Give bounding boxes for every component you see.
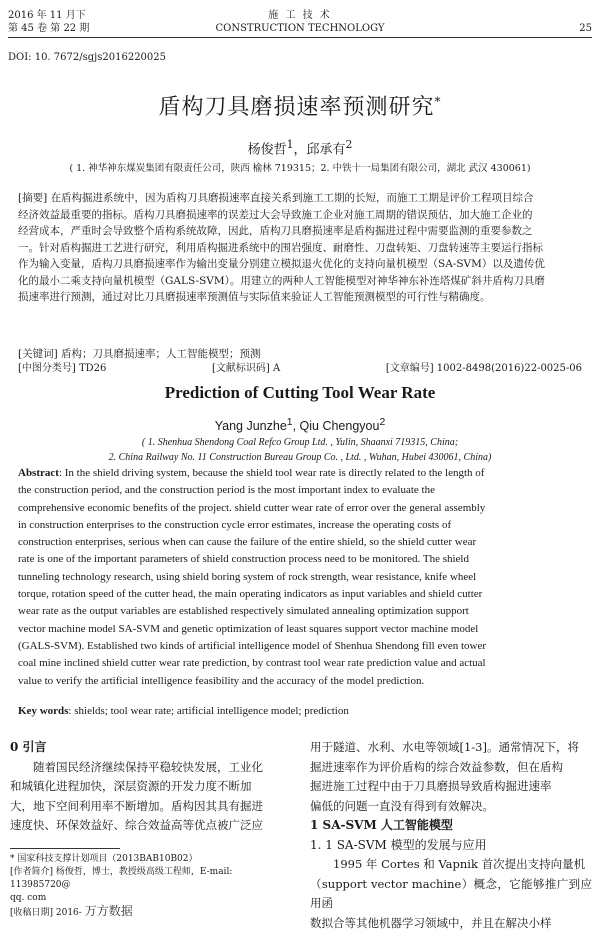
abstract-en-line: wear rate as the output variables are established respectively simulated annealing optimization support (18, 603, 582, 620)
paper-title-en: Prediction of Cutting Tool Wear Rate (0, 383, 600, 403)
section-1-1-heading: 1. 1 SA-SVM 模型的发展与应用 (310, 836, 592, 856)
header-date: 2016 年 11 月下 (8, 10, 86, 22)
authors-cn (0, 138, 600, 157)
right-column (310, 738, 592, 933)
header-rule (8, 37, 592, 38)
wanfang-watermark: 万方数据 (85, 904, 133, 918)
body-line: 掘进速率作为评价盾构的综合效益参数，但在盾构 (310, 758, 592, 778)
abstract-en-line: : In the shield driving system, because the shield tool wear rate is directly related to the length of (59, 467, 485, 479)
author-2-en-sup: 2 (379, 417, 385, 428)
author-2: 邱承有 (307, 142, 346, 157)
body-line: 和城镇化进程加快，深层资源的开发力度不断加 (10, 777, 294, 797)
author-1-en: Yang Junzhe (215, 419, 287, 433)
affiliation-cn: ( 1. 神华神东煤炭集团有限责任公司，陕西 榆林 719315；2. 中铁十一局集团有限公司，湖北 武汉 430061) (8, 160, 592, 174)
abstract-cn-line: 一。针对盾构掘进工艺进行研究，利用盾构掘进系统中的围岩强度、耐磨性、刀盘转矩、刀盘转速等主要运行指标 (18, 240, 582, 257)
footnotes (10, 853, 294, 920)
classification-row (18, 362, 582, 376)
body-line: 1995 年 Cortes 和 Vapnik 首次提出支持向量机 (310, 855, 592, 875)
header-journal-cn: 施 工 技 术 (200, 10, 400, 22)
left-column (10, 738, 294, 836)
body-line: 大，地下空间利用率不断增加。盾构因其具有掘进 (10, 797, 294, 817)
doi: DOI: 10. 7672/sgjs2016220025 (8, 52, 166, 63)
keywords-en-label: Key words (18, 705, 68, 717)
paper-title-cn (0, 90, 600, 121)
header-page-number: 25 (570, 23, 592, 35)
abstract-en-line: rate is one of the important parameters of shield construction process need to be monitored. The shield (18, 551, 582, 568)
author-1-en-sup: 1 (287, 417, 293, 428)
abstract-en-line: torque, rotation speed of the cutter head, the main operating indicators as input variables and shield cutter (18, 586, 582, 603)
received-date: [收稿日期] 2016- 万方数据 (10, 905, 294, 920)
authors-en (0, 417, 600, 433)
abstract-en (18, 465, 582, 690)
header-issue: 第 45 卷 第 22 期 (8, 23, 89, 35)
abstract-en-line: value to verify the artificial intelligence feasibility and the accuracy of the model prediction. (18, 673, 582, 690)
abstract-en-line: coal mine inclined shield cutter wear rate prediction, by contrast tool wear rate prediction value and actual (18, 655, 582, 672)
abstract-en-line: vector machine model SA-SVM and genetic optimization of least squares support vector machine model (18, 621, 582, 638)
body-line: 偏低的问题一直没有得到有效解决。 (310, 797, 592, 817)
abstract-cn-line: 损速率进行预测，通过对比刀具磨损速率预测值与实际值来验证人工智能预测模型的可行性与精确度。 (18, 289, 582, 306)
abstract-cn-line: [摘要] 在盾构掘进系统中，因为盾构刀具磨损速率直接关系到施工工期的长短，而施工工期是评价工程项目综合 (18, 190, 582, 207)
abstract-cn (18, 190, 582, 306)
fund-note: * 国家科技支撑计划项目（2013BAB10B02） (10, 853, 294, 866)
body-line: 用于隧道、水利、水电等领域[1-3]。通常情况下，将 (310, 738, 592, 758)
abstract-en-line: in construction enterprises to the construction cycle error estimates, increase the operating costs of (18, 517, 582, 534)
header-journal-en: CONSTRUCTION TECHNOLOGY (200, 23, 400, 35)
abstract-en-line: (GALS-SVM). Established two kinds of artificial intelligence model of Shenhua Shendong fill even tower (18, 638, 582, 655)
body-line: 数拟合等其他机器学习领域中，并且在解决小样 (310, 914, 592, 933)
body-line: 掘进施工过程中由于刀具磨损导致盾构掘进速率 (310, 777, 592, 797)
title-text: 盾构刀具磨损速率预测研究 (158, 95, 434, 120)
footnote-rule (10, 848, 120, 849)
title-footnote-mark: * (435, 95, 442, 109)
abstract-en-label: Abstract (18, 467, 59, 479)
abstract-en-line: construction enterprises, serious when can cause the failure of the entire shield, so the shield cutter wear (18, 534, 582, 551)
abstract-cn-line: 经营成本，严重时会导致整个盾构系统故障，因此，盾构刀具磨损速率是盾构掘进过程中需要监测的重要参数之 (18, 223, 582, 240)
abstract-en-line: the construction period, and the construction period is the most important index to evaluate the (18, 482, 582, 499)
abstract-cn-line: 作为输入变量，盾构刀具磨损速率作为输出变量分别建立模拟退火优化的支持向量机模型（SA-SVM）以及遗传优 (18, 256, 582, 273)
author-en-separator: , (293, 419, 300, 433)
author-note: [作者简介] 杨俊哲，博士，教授级高级工程师，E-mail: 113985720@ (10, 866, 294, 892)
body-line: （support vector machine）概念，它能够推广到应用函 (310, 875, 592, 914)
author-separator: ， (293, 142, 306, 157)
document-code: [文献标识码] A (212, 362, 280, 376)
article-number: [文章编号] 1002-8498(2016)22-0025-06 (386, 362, 582, 376)
section-0-heading: 0 引言 (10, 738, 294, 758)
affiliation-en-2: 2. China Railway No. 11 Construction Bureau Group Co. , Ltd. , Wuhan, Hubei 430061, China) (0, 452, 600, 463)
keywords-en (18, 705, 582, 717)
section-1-heading: 1 SA-SVM 人工智能模型 (310, 816, 592, 836)
author-1: 杨俊哲 (248, 142, 287, 157)
abstract-en-line: tunneling technology research, using shield boring system of rock strength, wear resistance, knife wheel (18, 569, 582, 586)
author-2-en: Qiu Chengyou (300, 419, 380, 433)
abstract-en-line: comprehensive economic benefits of the project. shield cutter wear rate of error over the general assembly (18, 500, 582, 517)
keywords-en-text: : shields; tool wear rate; artificial intelligence model; prediction (68, 705, 348, 717)
body-line: 速度快、环保效益好、综合效益高等优点被广泛应 (10, 816, 294, 836)
keywords-cn: [关键词] 盾构；刀具磨损速率；人工智能模型；预测 (18, 346, 582, 363)
author-email-cont: qq. com (10, 892, 294, 905)
author-1-sup: 1 (287, 138, 294, 151)
abstract-cn-line: 经济效益最重要的指标。盾构刀具磨损速率的误差过大会导致施工企业对施工周期的错误预估，加大施工企业的 (18, 207, 582, 224)
abstract-cn-line: 化的最小二乘支持向量机模型（GALS-SVM）。用建立的两种人工智能模型对神华神东补连塔煤矿斜井盾构刀具磨 (18, 273, 582, 290)
affiliation-en-1: ( 1. Shenhua Shendong Coal Refco Group Ltd. , Yulin, Shaanxi 719315, China; (0, 437, 600, 448)
clc-number: [中图分类号] TD26 (18, 362, 106, 376)
body-line: 随着国民经济继续保持平稳较快发展，工业化 (10, 758, 294, 778)
author-2-sup: 2 (346, 138, 353, 151)
